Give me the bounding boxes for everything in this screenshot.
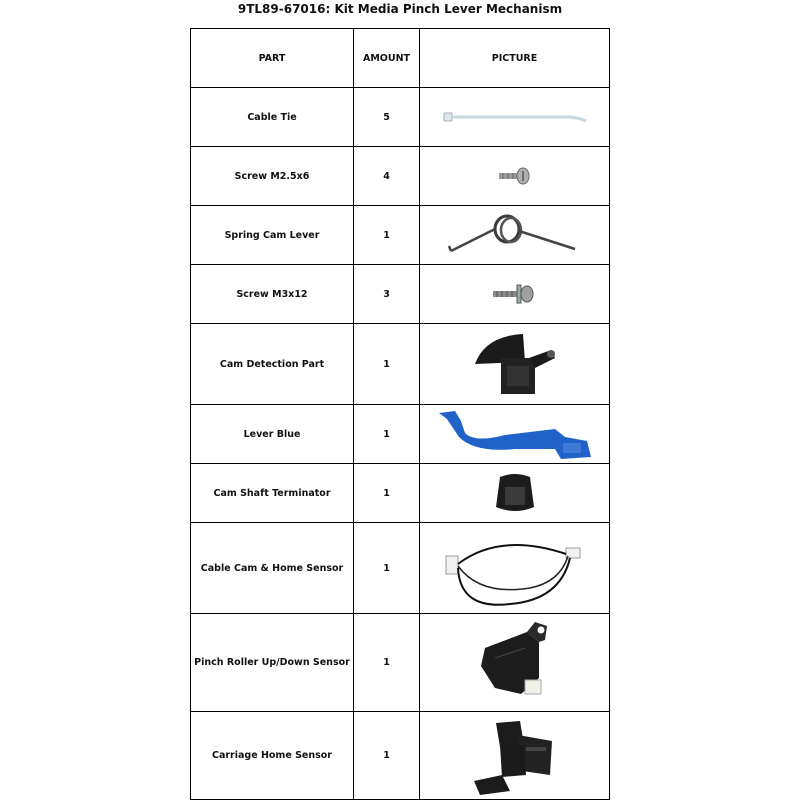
part-picture xyxy=(420,324,610,405)
part-picture xyxy=(420,265,610,324)
part-picture xyxy=(420,147,610,206)
part-name: Cable Cam & Home Sensor xyxy=(191,523,354,614)
part-picture xyxy=(420,523,610,614)
part-amount: 5 xyxy=(354,88,420,147)
part-amount: 1 xyxy=(354,614,420,712)
cam-shaft-terminator-icon xyxy=(490,471,540,515)
part-amount: 3 xyxy=(354,265,420,324)
part-picture xyxy=(420,206,610,265)
part-amount: 1 xyxy=(354,464,420,523)
part-amount: 1 xyxy=(354,324,420,405)
header-picture: PICTURE xyxy=(420,29,610,88)
cable-tie-icon xyxy=(440,107,590,127)
page-title: 9TL89-67016: Kit Media Pinch Lever Mechanism xyxy=(237,2,563,16)
table-row xyxy=(191,147,610,206)
part-name: Cam Detection Part xyxy=(191,324,354,405)
table-row xyxy=(191,614,610,712)
spring-icon xyxy=(445,213,585,257)
part-name: Pinch Roller Up/Down Sensor xyxy=(191,614,354,712)
header-amount: AMOUNT xyxy=(354,29,420,88)
part-picture xyxy=(420,712,610,800)
part-name: Cable Tie xyxy=(191,88,354,147)
part-amount: 4 xyxy=(354,147,420,206)
sensor-cable-icon xyxy=(440,526,590,610)
table-row xyxy=(191,206,610,265)
part-amount: 1 xyxy=(354,206,420,265)
table-header-row xyxy=(191,29,610,88)
part-picture xyxy=(420,614,610,712)
part-name: Carriage Home Sensor xyxy=(191,712,354,800)
part-amount: 1 xyxy=(354,523,420,614)
part-name: Lever Blue xyxy=(191,405,354,464)
part-picture xyxy=(420,405,610,464)
table-row xyxy=(191,405,610,464)
part-name: Cam Shaft Terminator xyxy=(191,464,354,523)
part-amount: 1 xyxy=(354,405,420,464)
small-screw-icon xyxy=(485,164,545,188)
pinch-roller-sensor-icon xyxy=(465,618,565,708)
table-row xyxy=(191,88,610,147)
table-row xyxy=(191,523,610,614)
part-picture xyxy=(420,88,610,147)
carriage-home-sensor-icon xyxy=(460,715,570,797)
part-amount: 1 xyxy=(354,712,420,800)
part-name: Spring Cam Lever xyxy=(191,206,354,265)
parts-table xyxy=(190,28,610,800)
cam-detection-part-icon xyxy=(465,328,565,400)
table-row xyxy=(191,324,610,405)
part-name: Screw M3x12 xyxy=(191,265,354,324)
table-row xyxy=(191,464,610,523)
blue-lever-icon xyxy=(435,407,595,461)
part-picture xyxy=(420,464,610,523)
screw-washer-icon xyxy=(485,282,545,306)
table-row xyxy=(191,265,610,324)
part-name: Screw M2.5x6 xyxy=(191,147,354,206)
table-row xyxy=(191,712,610,800)
header-part: PART xyxy=(191,29,354,88)
